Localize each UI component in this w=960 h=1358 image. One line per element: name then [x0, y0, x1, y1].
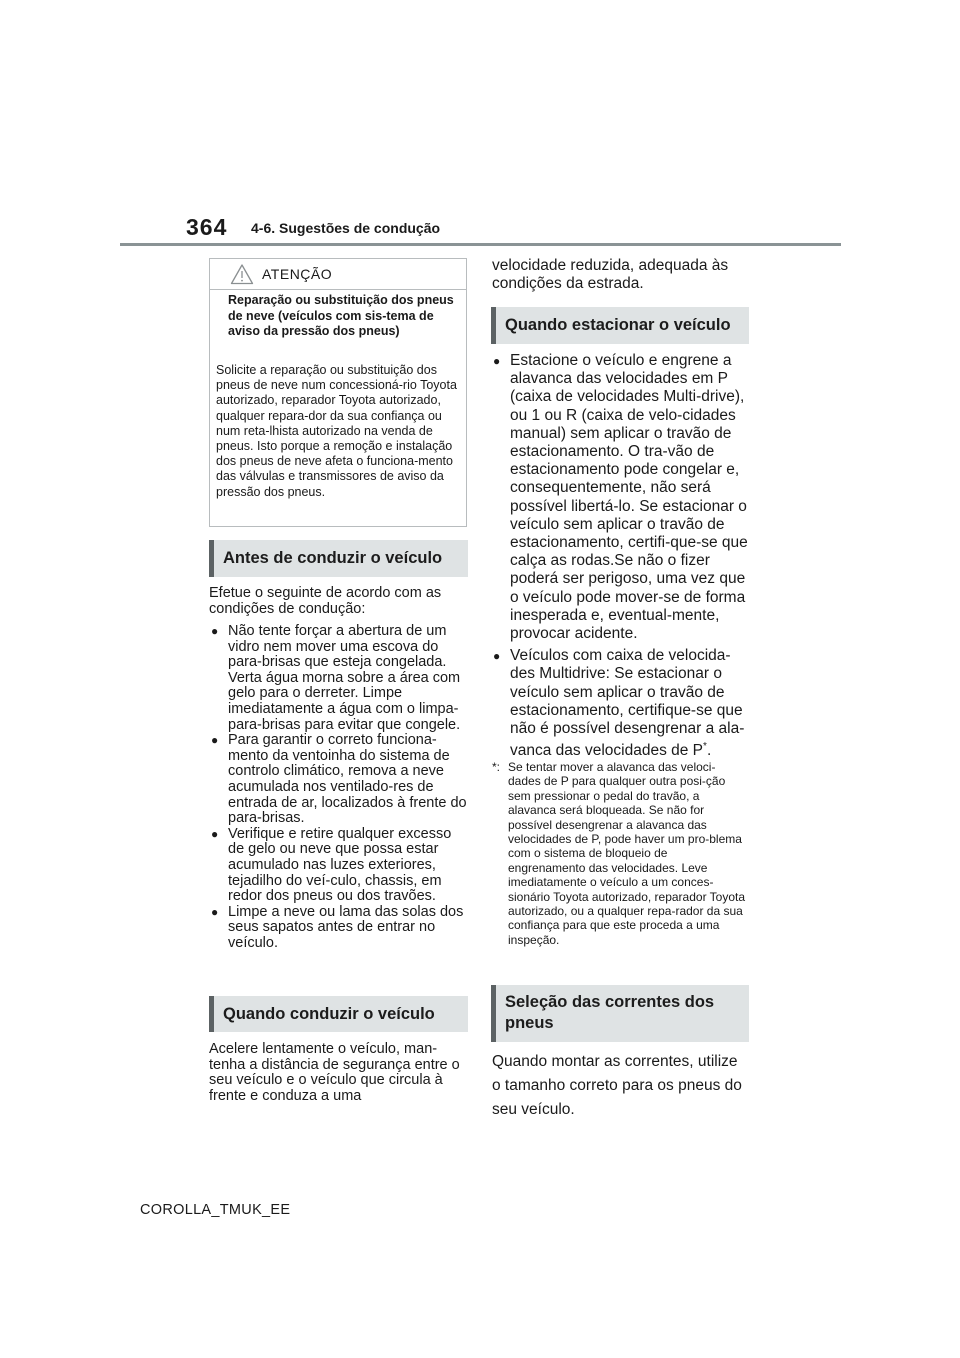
heading-tire-chains-line2: pneus — [505, 1014, 554, 1032]
header-rule — [120, 243, 841, 246]
before-driving-list — [211, 624, 467, 951]
page-number: 364 — [186, 214, 228, 240]
heading-when-driving — [209, 996, 468, 1032]
heading-before-driving — [209, 540, 468, 577]
heading-when-parking-text: Quando estacionar o veículo — [505, 316, 731, 334]
list-item: ● Não tente forçar a abertura de um vidro nem mover uma escova do para-brisas que esteja congelada. Verta água morna sobre a área com gelo para o derreter. Limpe imediatamente a água com o limpa-para-brisas para evitar que congele. — [211, 624, 467, 733]
footnote-mark: *: — [492, 760, 501, 774]
warning-title: ATENÇÃO — [262, 266, 333, 282]
section-title: 4-6. Sugestões de condução — [251, 220, 441, 236]
when-parking-list — [493, 352, 749, 761]
list-item: ● Estacione o veículo e engrene a alavanca das velocidades em P (caixa de velocidades Multi-drive), ou 1 ou R (caixa de velo-cidades manual) sem aplicar o travão de estacionamento. O tra-vão de estacionamento pode congelar e, consequentemente, não será possível libertá-lo. Se estacionar o veículo sem aplicar o travão de estacionamento, certifi-que-se que calça as rodas.Se não o fizer poderá ser perigoso, uma vez que o veículo pode mover-se de forma inesperada e, eventual-mente, provocar acidente. — [493, 352, 749, 643]
period: . — [706, 742, 712, 760]
heading-tire-chains — [491, 985, 749, 1042]
heading-tire-chains-line1: Seleção das correntes dos — [505, 993, 715, 1011]
footnote-text: Se tentar mover a alavanca das veloci-dades de P para qualquer outra posi-ção sem pressionar o pedal do travão, a alavanca será bloqueada. Se não for possível desengrenar a alavanca das velocidades de P, pode haver um pro-blema com o sistema de bloqueio de engrenamento das velocidades. Leve imediatamente o veículo a um conces-sionário Toyota autorizado, reparador Toyota autorizado, ou a qualquer repa-rador da sua confiança para que este proceda a uma inspeção. — [508, 760, 746, 947]
tire-chains-text: Quando montar as correntes, utilize o tamanho correto para os pneus do seu veículo. — [492, 1053, 742, 1118]
heading-tire-chains-text — [496, 985, 749, 1034]
list-item: ● Verifique e retire qualquer excesso de gelo ou neve que possa estar acumulado nas luzes exteriores, tejadilho do veí-culo, chassis, em redor dos pneus ou dos travões. — [211, 827, 467, 905]
list-item: ● Limpe a neve ou lama das solas dos seus sapatos antes de entrar no veículo. — [211, 905, 467, 952]
warning-box — [209, 258, 467, 527]
asterisk-mark: * — [703, 741, 707, 753]
warning-header — [210, 259, 466, 290]
heading-when-parking — [491, 307, 749, 344]
when-driving-text-left: Acelere lentamente o veículo, man-tenha a distância de segurança entre o seu veículo e o veículo que circula à frente e conduza a uma — [209, 1041, 460, 1104]
warning-body: Solicite a reparação ou substituição dos pneus de neve num concessioná-rio Toyota autorizado, reparador Toyota autorizado, qualquer repara-dor da sua confiança ou num reta-lhista autorizado na venda de pneus. Isto porque a remoção e instalação dos pneus de neve afeta o funciona-mento das válvulas e transmissores de aviso da pressão dos pneus. — [216, 363, 457, 499]
warning-triangle-icon — [230, 263, 254, 285]
list-item: ● Para garantir o correto funciona-mento da ventoinha do sistema de controlo climático, remova a neve acumulada nos ventilado-res de entrada de ar, localizados à frente do para-brisas. — [211, 733, 467, 827]
heading-before-driving-text: Antes de conduzir o veículo — [223, 549, 443, 567]
document-code: COROLLA_TMUK_EE — [140, 1202, 291, 1218]
when-driving-text-right: velocidade reduzida, adequada às condições da estrada. — [492, 257, 729, 293]
before-driving-intro: Efetue o seguinte de acordo com as condições de condução: — [209, 585, 442, 617]
heading-when-driving-text: Quando conduzir o veículo — [223, 1005, 435, 1023]
footnote — [492, 760, 748, 947]
warning-subtitle: Reparação ou substituição dos pneus de neve (veículos com sis-tema de aviso da pressão dos pneus) — [228, 293, 454, 338]
list-item — [493, 647, 749, 760]
list-item-text: Veículos com caixa de velocida-des Multidrive: Se estacionar o veículo sem aplicar o travão de estacionamento, certifique-se que não é possível desengrenar a ala-vanca das velocidades de P — [510, 647, 745, 760]
